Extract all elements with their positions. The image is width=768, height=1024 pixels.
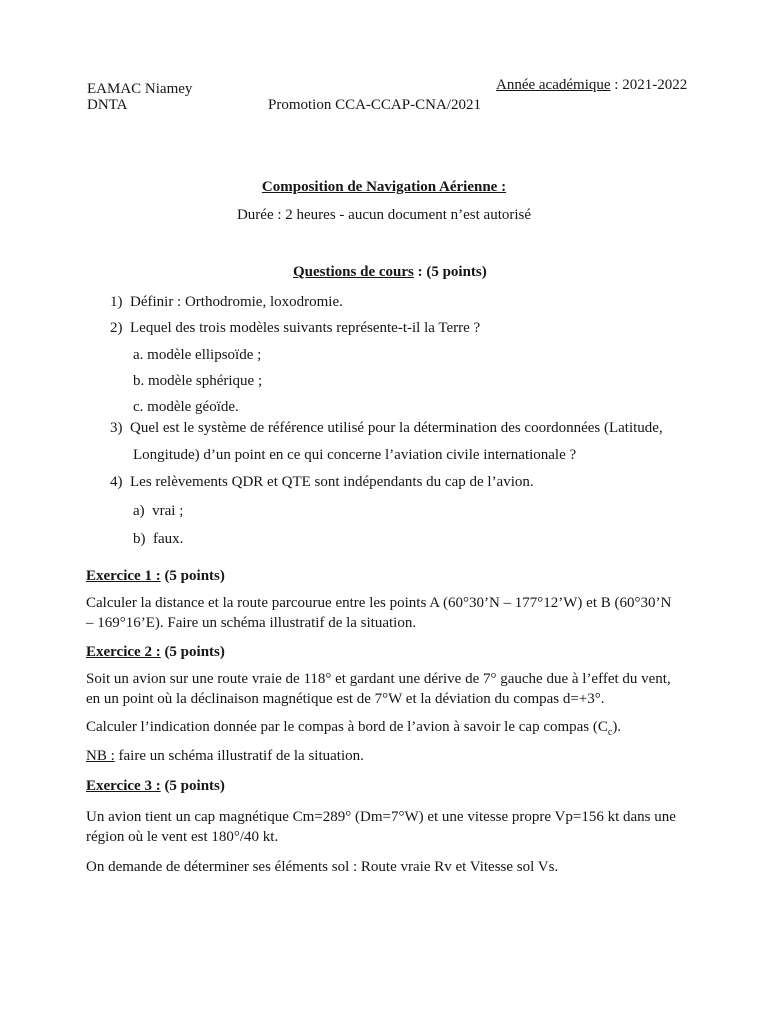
question-2: 2) Lequel des trois modèles suivants représente-t-il la Terre ?: [110, 320, 481, 336]
exercise-3-title: Exercice 3 :: [86, 778, 161, 794]
question-4-option-b: b) faux.: [133, 531, 184, 547]
exercise-2-line-3-text: Calculer l’indication donnée par le compas à bord de l’avion à savoir le cap compas (C: [86, 719, 608, 735]
academic-year-value: : 2021-2022: [610, 77, 688, 93]
department-name: DNTA: [87, 97, 128, 113]
exercise-2-line-3-subscript: c: [607, 727, 613, 738]
questions-heading-points: : (5 points): [413, 264, 487, 280]
exercise-3-line-2: région où le vent est 180°/40 kt.: [86, 829, 279, 845]
exercise-1-line-1: Calculer la distance et la route parcourue entre les points A (60°30’N – 177°12’W) et B (60°30’N: [86, 595, 672, 611]
question-2-option-c: c. modèle géoïde.: [133, 399, 239, 415]
exercise-2-heading: [86, 643, 225, 661]
question-1: 1) Définir : Orthodromie, loxodromie.: [110, 294, 343, 310]
exercise-3-heading: [86, 777, 225, 795]
exercise-2-title: Exercice 2 :: [86, 644, 161, 660]
exercise-2-note: [86, 747, 364, 765]
question-4: 4) Les relèvements QDR et QTE sont indépendants du cap de l’avion.: [110, 474, 534, 490]
exercise-3-points: (5 points): [160, 778, 225, 794]
exercise-2-line-1: Soit un avion sur une route vraie de 118° et gardant une dérive de 7° gauche due à l’effet du vent,: [86, 671, 671, 687]
exam-duration: Durée : 2 heures - aucun document n’est autorisé: [236, 207, 532, 223]
question-3-line-2: Longitude) d’un point en ce qui concerne l’aviation civile internationale ?: [133, 447, 577, 463]
questions-heading-title: Questions de cours: [293, 264, 414, 280]
exercise-1-heading: [86, 567, 225, 585]
exercise-2-note-text: faire un schéma illustratif de la situation.: [114, 748, 364, 764]
exam-title: Composition de Navigation Aérienne :: [261, 179, 507, 195]
exercise-2-points: (5 points): [160, 644, 225, 660]
question-2-option-a: a. modèle ellipsoïde ;: [133, 347, 262, 363]
exercise-2-line-3-end: ).: [612, 719, 622, 735]
exercise-2-note-label: NB :: [86, 748, 115, 764]
exercise-3-line-1: Un avion tient un cap magnétique Cm=289° (Dm=7°W) et une vitesse propre Vp=156 kt dans une: [86, 809, 676, 825]
question-3-line-1: 3) Quel est le système de référence utilisé pour la détermination des coordonnées (Latitude,: [110, 420, 663, 436]
institution-name: EAMAC Niamey: [87, 81, 193, 97]
academic-year-label: Année académique: [496, 77, 611, 93]
question-2-option-b: b. modèle sphérique ;: [133, 373, 263, 389]
exercise-1-points: (5 points): [160, 568, 225, 584]
exercise-3-line-3: On demande de déterminer ses éléments sol : Route vraie Rv et Vitesse sol Vs.: [86, 859, 559, 875]
exercise-1-title: Exercice 1 :: [86, 568, 161, 584]
exercise-2-line-2: en un point où la déclinaison magnétique est de 7°W et la déviation du compas d=+3°.: [86, 691, 605, 707]
questions-heading: [293, 263, 487, 281]
academic-year: [496, 76, 687, 94]
exercise-2-line-3: [86, 718, 621, 742]
exercise-1-line-2: – 169°16’E). Faire un schéma illustratif de la situation.: [86, 615, 417, 631]
question-4-option-a: a) vrai ;: [133, 503, 184, 519]
promotion-label: Promotion CCA-CCAP-CNA/2021: [268, 97, 481, 113]
